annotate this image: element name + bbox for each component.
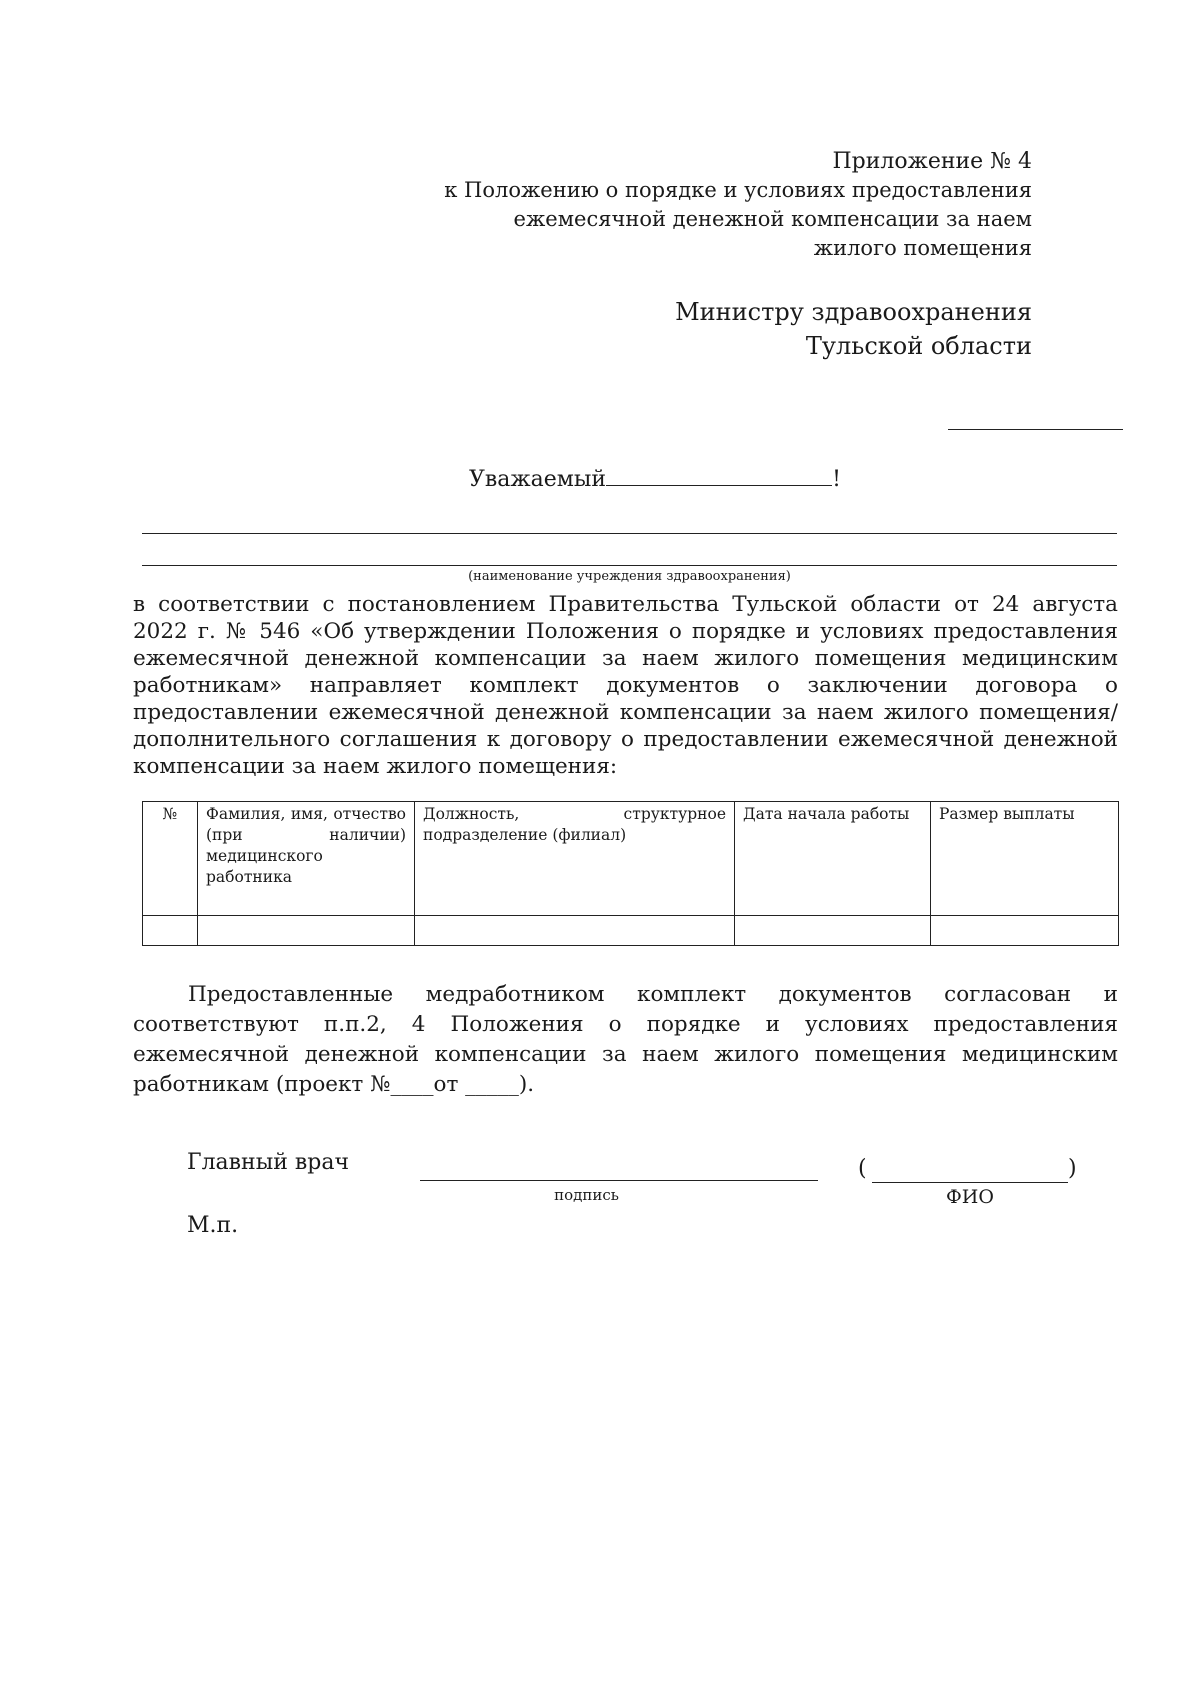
header-number: № bbox=[143, 802, 198, 916]
addressee-name-line bbox=[948, 429, 1123, 430]
name-line bbox=[872, 1182, 1068, 1183]
greeting bbox=[469, 467, 841, 492]
appendix-line-3: жилого помещения bbox=[813, 236, 1032, 260]
appendix-line-2: ежемесячной денежной компенсации за наем bbox=[513, 207, 1032, 231]
table-cell bbox=[198, 916, 415, 946]
header-payment-amount: Размер выплаты bbox=[931, 802, 1119, 916]
table-cell bbox=[735, 916, 931, 946]
approval-paragraph-text: Предоставленные медработником комплект документов согласован и соответствуют п.п.2, 4 Положения о порядке и условиях предоставления ежемесячной денежной компенсации за наем жилого помещения медицинским работникам (проект №____от _____). bbox=[133, 982, 1118, 1097]
addressee-line-2: Тульской области bbox=[805, 332, 1032, 360]
header-position: Должность, структурное подразделение (филиал) bbox=[415, 802, 735, 916]
appendix-line-1: к Положению о порядке и условиях предоставления bbox=[444, 178, 1032, 202]
stamp-placeholder: М.п. bbox=[187, 1213, 239, 1238]
greeting-name-blank bbox=[606, 467, 832, 486]
appendix-header bbox=[444, 147, 1032, 263]
name-open-paren: ( bbox=[858, 1156, 867, 1181]
addressee-block bbox=[675, 295, 1032, 363]
main-paragraph-text: в соответствии с постановлением Правительства Тульской области от 24 августа 2022 г. № 546 «Об утверждении Положения о порядке и условиях предоставления ежемесячной денежной компенсации за наем жилого помещения медицинским работникам» направляет комплект документов о заключении договора о предоставлении ежемесячной денежной компенсации за наем жилого помещения/дополнительного соглашения к договору о предоставлении ежемесячной денежной компенсации за наем жилого помещения: bbox=[133, 592, 1118, 779]
header-start-date: Дата начала работы bbox=[735, 802, 931, 916]
table-header-row bbox=[143, 802, 1119, 916]
name-caption: ФИО bbox=[946, 1186, 994, 1208]
signature-line bbox=[420, 1180, 818, 1181]
table-cell bbox=[143, 916, 198, 946]
appendix-title: Приложение № 4 bbox=[832, 149, 1032, 174]
table-row bbox=[143, 916, 1119, 946]
table-cell bbox=[931, 916, 1119, 946]
approval-paragraph bbox=[133, 980, 1118, 1100]
signatory-role: Главный врач bbox=[187, 1150, 350, 1175]
name-close-paren: ) bbox=[1068, 1156, 1077, 1181]
addressee-line-1: Министру здравоохранения bbox=[675, 298, 1032, 326]
greeting-prefix: Уважаемый bbox=[469, 467, 607, 492]
main-paragraph bbox=[133, 591, 1118, 780]
greeting-suffix: ! bbox=[832, 467, 841, 492]
institution-line-2 bbox=[142, 565, 1117, 566]
table-cell bbox=[415, 916, 735, 946]
institution-caption: (наименование учреждения здравоохранения) bbox=[468, 569, 791, 584]
signature-caption: подпись bbox=[554, 1186, 619, 1204]
institution-line-1 bbox=[142, 533, 1117, 534]
header-full-name: Фамилия, имя, отчество (при наличии) медицинского работника bbox=[198, 802, 415, 916]
staff-table bbox=[142, 801, 1119, 946]
